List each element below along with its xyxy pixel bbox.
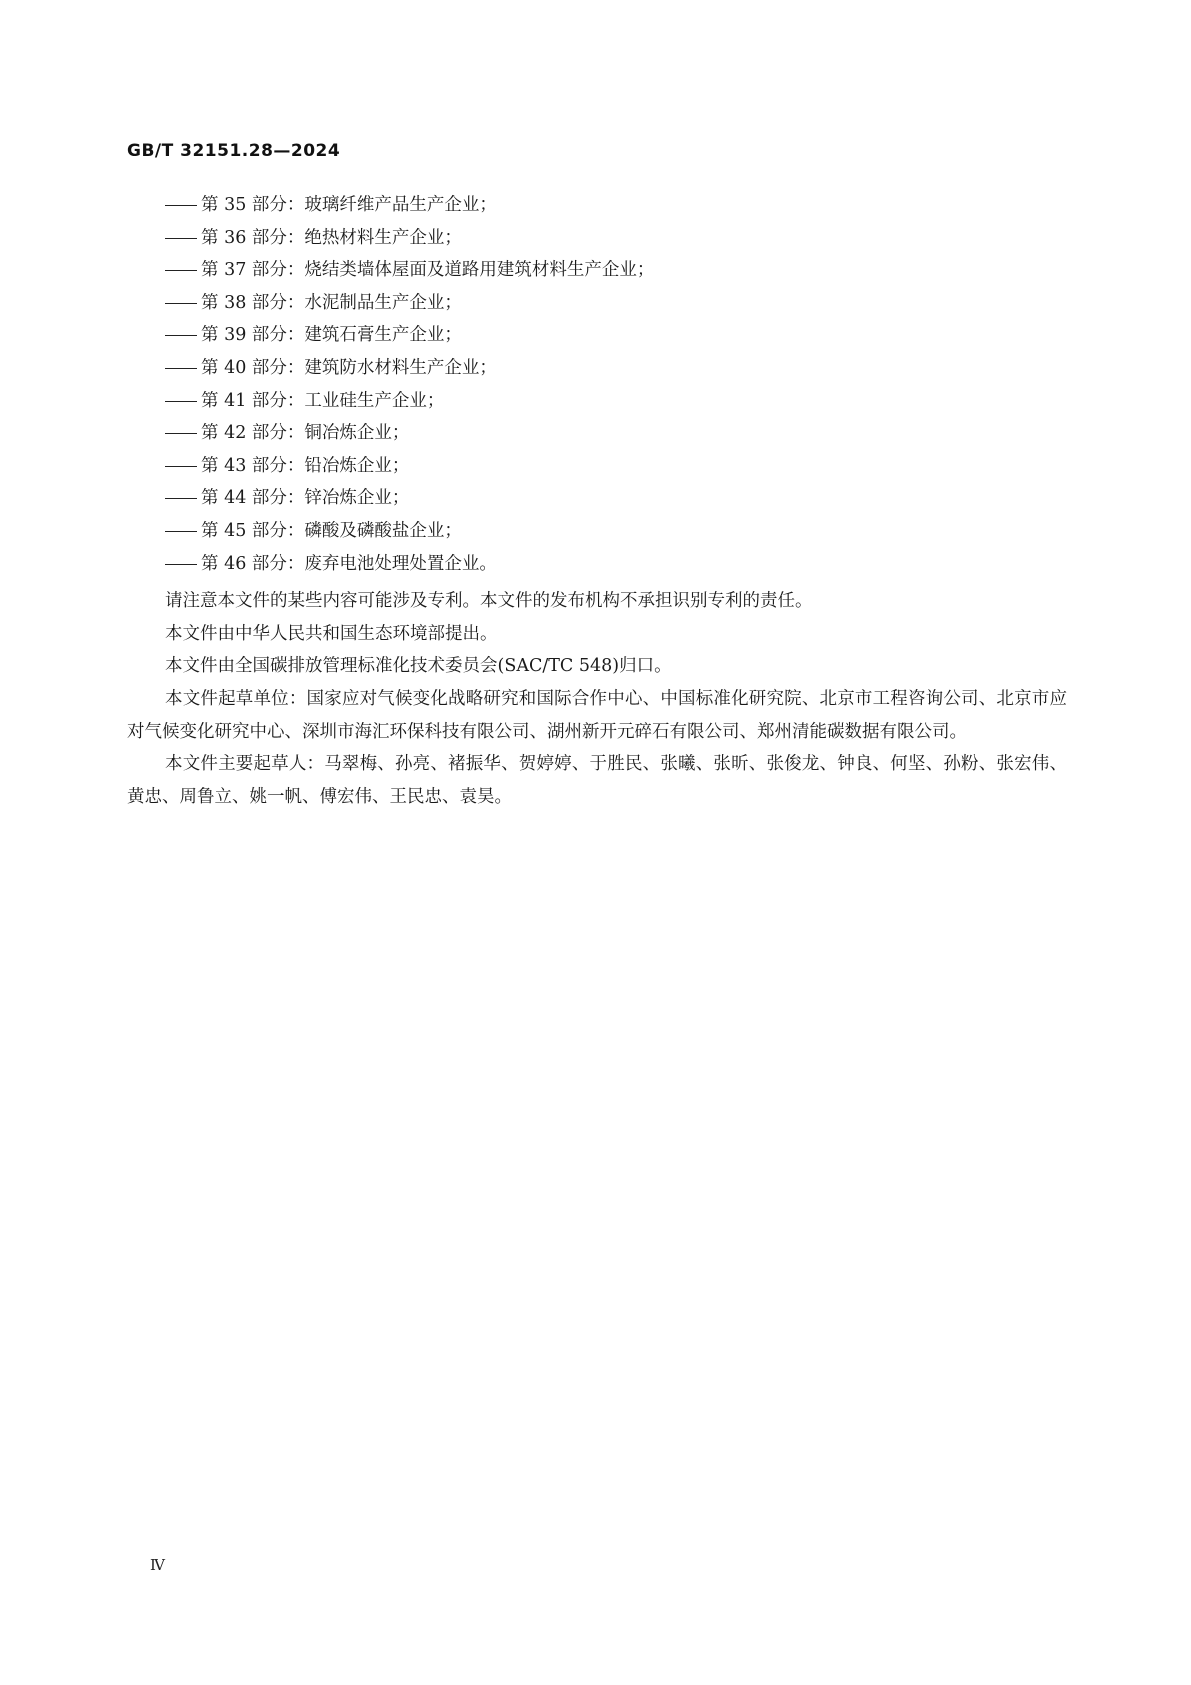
dash-mark [165, 205, 197, 206]
dash-mark [165, 466, 197, 467]
list-item [127, 259, 1067, 292]
part-label: 第 45 部分：磷酸及磷酸盐企业； [201, 520, 462, 541]
dash-mark [165, 401, 197, 402]
dash-mark [165, 564, 197, 565]
dash-mark [165, 270, 197, 271]
list-item [127, 487, 1067, 520]
part-label: 第 43 部分：铅冶炼企业； [201, 455, 410, 476]
list-item [127, 520, 1067, 553]
drafters-paragraph: 本文件主要起草人：马翠梅、孙亮、褚振华、贺婷婷、于胜民、张曦、张昕、张俊龙、钟良、何坚、孙粉、张宏伟、黄忠、周鲁立、姚一帆、傅宏伟、王民忠、袁昊。 [127, 754, 1067, 807]
list-item [127, 455, 1067, 488]
part-label: 第 39 部分：建筑石膏生产企业； [201, 325, 462, 346]
foreword-content [127, 194, 1067, 813]
list-item [127, 553, 1067, 586]
dash-mark [165, 498, 197, 499]
list-item [127, 227, 1067, 260]
list-item [127, 292, 1067, 325]
part-label: 第 41 部分：工业硅生产企业； [201, 390, 445, 411]
dash-mark [165, 303, 197, 304]
part-label: 第 37 部分：烧结类墙体屋面及道路用建筑材料生产企业； [201, 260, 655, 281]
list-item [127, 390, 1067, 423]
part-label: 第 38 部分：水泥制品生产企业； [201, 292, 462, 313]
part-label: 第 40 部分：建筑防水材料生产企业； [201, 357, 497, 378]
drafting-units-paragraph: 本文件起草单位：国家应对气候变化战略研究和国际合作中心、中国标准化研究院、北京市工程咨询公司、北京市应对气候变化研究中心、深圳市海汇环保科技有限公司、湖州新开元碎石有限公司、郑州清能碳数据有限公司。 [127, 688, 1067, 742]
part-label: 第 36 部分：绝热材料生产企业； [201, 227, 462, 248]
part-label: 第 42 部分：铜冶炼企业； [201, 423, 410, 444]
list-item [127, 422, 1067, 455]
part-label: 第 35 部分：玻璃纤维产品生产企业； [201, 195, 497, 215]
list-item [127, 194, 1067, 227]
part-label: 第 46 部分：废弃电池处理处置企业。 [201, 553, 497, 574]
list-item [127, 324, 1067, 357]
centralized-by-paragraph: 本文件由全国碳排放管理标准化技术委员会(SAC/TC 548)归口。 [165, 656, 672, 677]
dash-mark [165, 433, 197, 434]
standard-code: GB/T 32151.28—2024 [127, 141, 341, 161]
dash-mark [165, 238, 197, 239]
proposed-by-paragraph: 本文件由中华人民共和国生态环境部提出。 [165, 623, 498, 644]
page-number: Ⅳ [150, 1556, 165, 1574]
patent-notice-paragraph: 请注意本文件的某些内容可能涉及专利。本文件的发布机构不承担识别专利的责任。 [165, 591, 813, 612]
list-item [127, 357, 1067, 390]
dash-mark [165, 335, 197, 336]
dash-mark [165, 368, 197, 369]
dash-mark [165, 531, 197, 532]
part-label: 第 44 部分：锌冶炼企业； [201, 488, 410, 509]
parts-list [127, 194, 1067, 585]
